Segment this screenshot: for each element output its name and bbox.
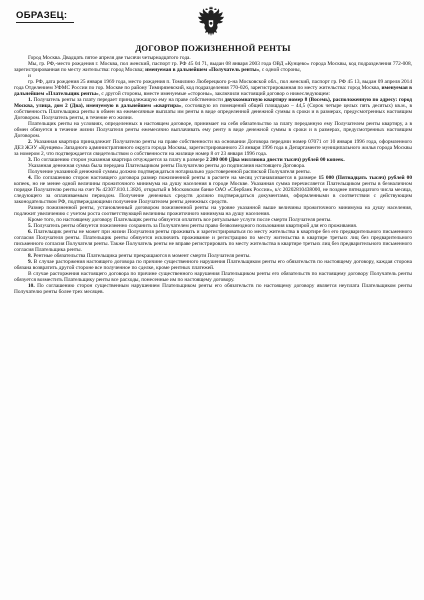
clause-5-number: 5. [28, 223, 33, 229]
clause-2 [14, 139, 412, 157]
clause-9-number: 9. [28, 259, 33, 265]
sample-underline [16, 22, 74, 23]
clause-8-text: Рентные обязательства Плательщика ренты прекращаются в момент смерти Получателя ренты. [32, 253, 251, 259]
sample-label: ОБРАЗЕЦ: [16, 10, 68, 21]
coat-of-arms-icon [197, 6, 225, 38]
party-two-role: именуемая в дальнейшем «Плательщик ренты» [14, 85, 412, 97]
clause-1-number: 1. [28, 97, 33, 103]
and-line: и [28, 73, 31, 79]
clause-4 [14, 175, 412, 205]
clause-10 [14, 283, 412, 295]
document-title: ДОГОВОР ПОЖИЗНЕННОЙ РЕНТЫ [135, 43, 291, 53]
document-body [14, 55, 412, 295]
clause-3-text: По соглашению сторон указанная квартира отчуждается за плату в размере [32, 157, 206, 163]
clause-4-text-cont: копеек, но не менее одной величины прожиточного минимума на душу населения в городе Москве. Указанная сумма перечисляется Плательщиком ренты в безналичном порядке Получателю ренты на счет № 42307.810.1.3826, открытый в Московском банке ОАО «Сбербанк России», к/с 20202810438000, не позднее пятнадцатого числа месяца, следующего за оплачиваемым периодом. Получение денежных средств должно подтверждаться документами, оформленными в соответствии с действующим законодательством РФ, подтверждающими получение Получателем ренты денежных средств. [14, 181, 412, 205]
party-two-tail: , с другой стороны, вместе именуемые «стороны», заключили настоящий договор о нижеследующем: [98, 91, 330, 97]
clause-5-text: Получатель ренты обязуется пожизненно сохранить за Получателем ренты право безвозмездного пользования квартирой для его проживания. [32, 223, 358, 229]
clause-10-text: По соглашению сторон существенным нарушением Плательщиком ренты его обязательств по настоящему договору является неуплата Плательщиком ренты Получателю ренты более трех месяцев. [14, 283, 412, 295]
party-two-text: гр. РФ, дата рождения 25 января 1969 года, место рождения п. Томилино Люберецкого р-на Московской обл., пол женский, паспорт гр. РФ 45 13, выдан 09 апреля 2014 года Отделением УФМС России по гор. Москве по району Тимирязевский, код подразделения 770-026, зарегистрированная по месту жительства: город Москва, [14, 79, 412, 91]
clause-10-number: 10. [28, 283, 35, 289]
clause-1-property: двухкомнатную квартиру номер 8 (Восемь), расположенную по адресу: город Москва, улица, дом 2 (Два), именуемую в дальнейшем «квартира» [14, 97, 412, 109]
clause-9 [14, 259, 412, 271]
ritual-paragraph: Кроме того, по настоящему договору Плательщик ренты обязуется оплатить все ритуальные услуги после смерти Получателя ренты. [28, 217, 332, 223]
party-one-text: Мы, гр. РФ,-место рождения г. Москва, пол женский, паспорт гр. РФ 45 04 71, выдан 08 января 2003 года ОВД «Кунцево» города Москвы, код подразделения 772-008, зарегистрированная по месту жительства: город Москва; [14, 61, 412, 73]
clause-6-number: 6. [28, 229, 33, 235]
clause-1-text: Получатель ренты за плату передает принадлежащую ему на праве собственности [32, 97, 225, 103]
clause-4-amount: 15 000 (Пятнадцать тысяч) рублей 00 [318, 175, 412, 181]
clause-1-text-cont: , состоящую из помещений общей площадью – 44,5 (Сорок четыре целых пять десятых) кв.м., в собственность Плательщика ренты в обмен на ежемесячные выплаты им ренты в виде определенной денежной суммы в сроки и в размерах, предусмотренных настоящим Договором. Получатель ренты, в течение его жизни. [14, 103, 412, 121]
document-header [14, 6, 412, 40]
party-one-tail: , с одной стороны, [259, 67, 301, 73]
party-one-paragraph [14, 61, 412, 73]
city-date-line: Город Москва. Двадцать пятое апреля две тысячи четырнадцатого года. [28, 55, 191, 61]
clause-6 [14, 229, 412, 253]
receipt-paragraph: Получение указанной денежной суммы должно подтверждаться нотариально удостоверенной распиской Получателя ренты. [28, 169, 311, 175]
clause-9-text: В случае расторжения настоящего договора по причине существенного нарушения Плательщиком ренты его обязательств по настоящему договору, каждая сторона обязана возвратить другой стороне все полученное по сделке, кроме рентных платежей. [14, 259, 412, 271]
obligations-paragraph: Плательщик ренты на условиях, определенных в настоящем договоре, принимает на себя обязательство за плату переданную ему Получателем ренты квартиру, а в обмен обязуется в течение жизни Получателя ренты ежемесячно выплачивать ему ренту в виде денежной суммы в сроки и в размерах, предусмотренных настоящим Договором. [14, 121, 412, 139]
clause-1 [14, 97, 412, 121]
clause-3-number: 3. [28, 157, 33, 163]
termination-paragraph: В случае расторжения настоящего договора по причине существенного нарушения Плательщиком ренты его обязательств по настоящему договору Получатель ренты обязуется возместить Плательщику ренты все расходы, понесенные им по настоящему договору. [14, 271, 412, 283]
clause-6-text: Плательщик ренты не может при жизни Получателя ренты проживать и зарегистрироваться по месту жительства в квартире без его предварительного письменного согласия Получателя ренты. Плательщик ренты обязуется исключить проживание и регистрацию по месту жительства в квартире третьих лиц без предварительного письменного согласия Получателя ренты. Также Получатель ренты не вправе регистрировать по месту жительства в квартире третьих лиц без предварительного письменного согласия Плательщика ренты. [14, 229, 412, 253]
party-two-paragraph [14, 79, 412, 97]
clause-8-number: 8. [28, 253, 33, 259]
clause-2-text: Указанная квартира принадлежит Получателю ренты на праве собственности на основании Договора передачи номер 07071 от 10 января 1996 года, оформленного ДЕЗ ЖЭУ «Кунцево» Западного административного округа города Москвы, зарегистрированного 23 января 1996 года в Департаменте муниципального жилья города Москвы за номером 2, что подтверждается свидетельством о собственности на жилище номер 8 от 23 января 1996 года. [14, 139, 412, 157]
indexation-paragraph: Размер пожизненной ренты, установленный договором пожизненной ренты на уровне указанной выше величины прожиточного минимума на душу населения, подлежит увеличению с учетом роста соответствующей величины прожиточного минимума на душу населения. [14, 205, 412, 217]
clause-2-number: 2. [28, 139, 33, 145]
clause-3-price: 2 200 000 (Два миллиона двести тысяч) рублей 00 копеек. [206, 157, 345, 163]
clause-4-text: По соглашению сторон настоящего договора размер пожизненной ренты в расчете на месяц устанавливается в размере [32, 175, 319, 181]
party-one-role: именуемая в дальнейшем «Получатель ренты» [145, 67, 260, 73]
clause-4-number: 4. [28, 175, 33, 181]
paid-paragraph: Указанная денежная сумма была передана Плательщиком ренты Получателю ренты до подписания настоящего Договора. [28, 163, 306, 169]
